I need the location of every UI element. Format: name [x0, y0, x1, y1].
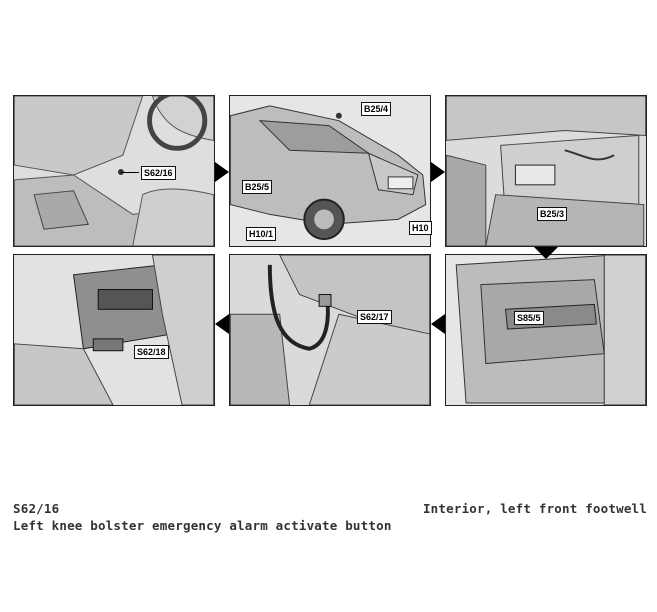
- arrow-right-icon: [431, 162, 445, 182]
- callout-h10-1: H10/1: [246, 227, 276, 241]
- callout-b25-5: B25/5: [242, 180, 272, 194]
- callout-s62-17: S62/17: [357, 310, 392, 324]
- panel-footwell: [13, 95, 215, 247]
- panel-car-exterior: [229, 95, 431, 247]
- caption-code: S62/16: [13, 501, 60, 516]
- leader-s62-16: [121, 172, 139, 173]
- footwell-illustration: [14, 96, 214, 246]
- arrow-left-icon: [215, 314, 229, 334]
- panel-door: [445, 254, 647, 406]
- rear-console-illustration: [14, 255, 214, 405]
- panel-knee-bolster: [229, 254, 431, 406]
- arrow-down-icon: [534, 247, 558, 259]
- callout-b25-4: B25/4: [361, 102, 391, 116]
- callout-s62-18: S62/18: [134, 345, 169, 359]
- callout-b25-3: B25/3: [537, 207, 567, 221]
- knee-bolster-illustration: [230, 255, 430, 405]
- callout-h10: H10: [409, 221, 432, 235]
- car-illustration: [230, 96, 430, 246]
- caption-location: Interior, left front footwell: [422, 501, 647, 516]
- caption-description: Left knee bolster emergency alarm activate button: [13, 518, 392, 533]
- callout-s85-5: S85/5: [514, 311, 544, 325]
- arrow-right-icon: [215, 162, 229, 182]
- dash-module-illustration: [446, 96, 646, 246]
- panel-dash-module: [445, 95, 647, 247]
- door-illustration: [446, 255, 646, 405]
- callout-s62-16: S62/16: [141, 166, 176, 180]
- arrow-left-icon: [431, 314, 445, 334]
- panel-rear-console: [13, 254, 215, 406]
